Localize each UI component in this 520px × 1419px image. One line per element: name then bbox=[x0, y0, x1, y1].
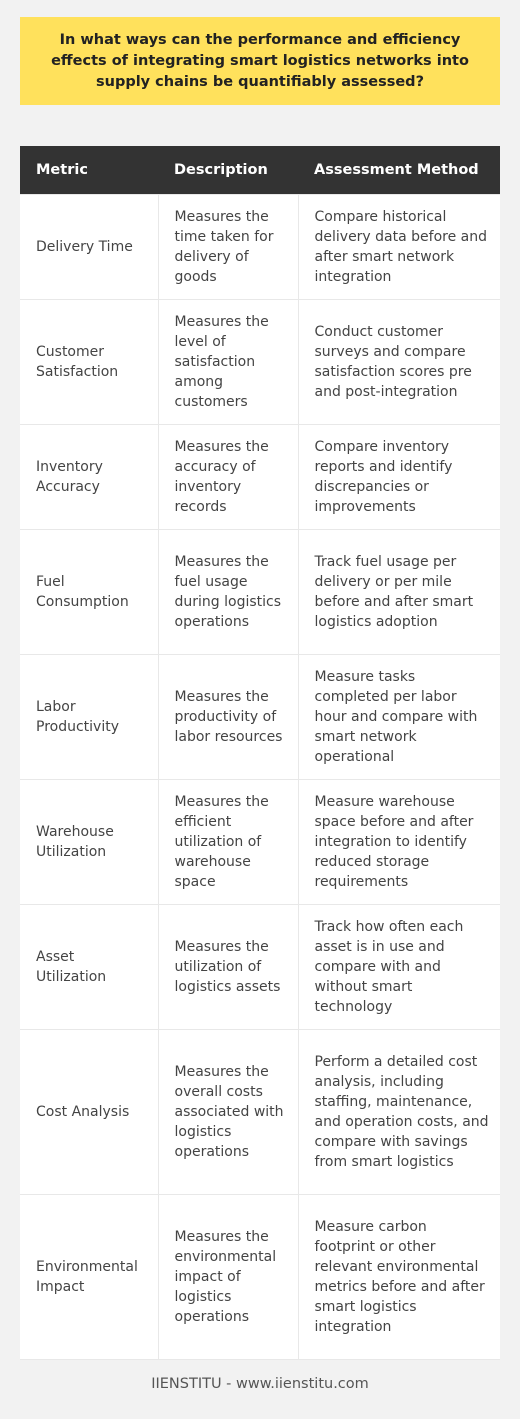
metrics-table bbox=[20, 146, 500, 1360]
method-cell: Measure tasks completed per labor hour and compare with smart network operational bbox=[298, 655, 500, 780]
metric-cell: Labor Productivity bbox=[20, 655, 158, 780]
metric-cell: Warehouse Utilization bbox=[20, 780, 158, 905]
method-cell: Conduct customer surveys and compare satisfaction scores pre and post-integration bbox=[298, 300, 500, 425]
method-cell: Compare historical delivery data before and after smart network integration bbox=[298, 195, 500, 300]
table-header-row bbox=[20, 146, 500, 195]
description-cell: Measures the time taken for delivery of goods bbox=[158, 195, 298, 300]
metric-cell: Delivery Time bbox=[20, 195, 158, 300]
table-row bbox=[20, 655, 500, 780]
method-cell: Track fuel usage per delivery or per mile before and after smart logistics adoption bbox=[298, 530, 500, 655]
footer-credit: IIENSTITU - www.iienstitu.com bbox=[151, 1376, 369, 1392]
description-cell: Measures the fuel usage during logistics operations bbox=[158, 530, 298, 655]
header-assessment-method: Assessment Method bbox=[298, 146, 500, 195]
method-cell: Measure carbon footprint or other relevant environmental metrics before and after smart logistics integration bbox=[298, 1195, 500, 1360]
description-cell: Measures the utilization of logistics assets bbox=[158, 905, 298, 1030]
description-cell: Measures the efficient utilization of warehouse space bbox=[158, 780, 298, 905]
table-row bbox=[20, 195, 500, 300]
metric-cell: Cost Analysis bbox=[20, 1030, 158, 1195]
method-cell: Track how often each asset is in use and compare with and without smart technology bbox=[298, 905, 500, 1030]
table-row bbox=[20, 425, 500, 530]
table-row bbox=[20, 780, 500, 905]
description-cell: Measures the accuracy of inventory records bbox=[158, 425, 298, 530]
table-row bbox=[20, 300, 500, 425]
description-cell: Measures the level of satisfaction among customers bbox=[158, 300, 298, 425]
header-description: Description bbox=[158, 146, 298, 195]
method-cell: Measure warehouse space before and after integration to identify reduced storage requirements bbox=[298, 780, 500, 905]
table-row bbox=[20, 905, 500, 1030]
metric-cell: Inventory Accuracy bbox=[20, 425, 158, 530]
metric-cell: Asset Utilization bbox=[20, 905, 158, 1030]
metric-cell: Customer Satisfaction bbox=[20, 300, 158, 425]
method-cell: Compare inventory reports and identify discrepancies or improvements bbox=[298, 425, 500, 530]
question-banner bbox=[20, 17, 500, 105]
description-cell: Measures the overall costs associated with logistics operations bbox=[158, 1030, 298, 1195]
description-cell: Measures the environmental impact of logistics operations bbox=[158, 1195, 298, 1360]
question-title: In what ways can the performance and efficiency effects of integrating smart logistics networks into supply chains be quantifiably assessed? bbox=[51, 31, 469, 90]
table-row bbox=[20, 1195, 500, 1360]
description-cell: Measures the productivity of labor resources bbox=[158, 655, 298, 780]
table-row bbox=[20, 1030, 500, 1195]
method-cell: Perform a detailed cost analysis, including staffing, maintenance, and operation costs, and compare with savings from smart logistics bbox=[298, 1030, 500, 1195]
header-metric: Metric bbox=[20, 146, 158, 195]
metric-cell: Fuel Consumption bbox=[20, 530, 158, 655]
metric-cell: Environmental Impact bbox=[20, 1195, 158, 1360]
table-row bbox=[20, 530, 500, 655]
